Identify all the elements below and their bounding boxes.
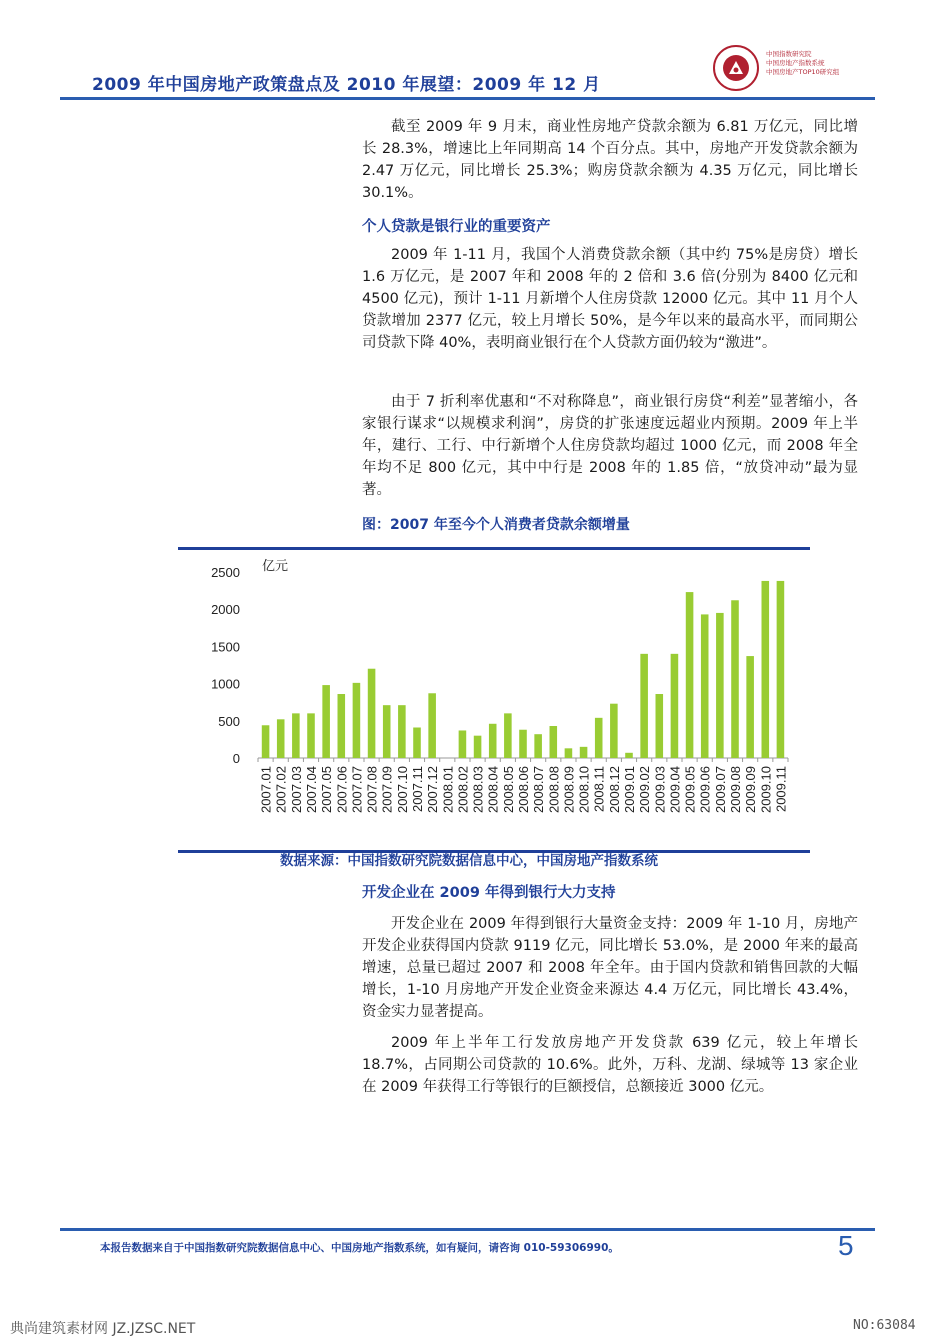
x-tick-label: 2009.02: [637, 766, 653, 813]
bar: [353, 683, 361, 758]
bar: [640, 654, 648, 758]
x-tick-label: 2007.12: [425, 766, 441, 813]
y-tick-label: 1000: [211, 676, 240, 692]
bar: [307, 713, 315, 758]
paragraph-rate-discount: 由于 7 折利率优惠和“不对称降息”，商业银行房贷“利差”显著缩小，各家银行谋求“以规模求利润”，房贷的扩张速度远超业内预期。2009 年上半年，建行、工行、中行新增个人住房贷款均超过 1000 亿元，而 2008 年全年均不足 800 亿元，其中中行是 2008 年的 1.85 倍，“放贷冲动”最为显著。: [362, 394, 858, 498]
x-tick-label: 2007.07: [349, 766, 365, 813]
footer-divider: [60, 1228, 875, 1231]
bar: [716, 613, 724, 758]
x-tick-label: 2007.02: [273, 766, 289, 813]
x-tick-label: 2007.09: [379, 766, 395, 813]
bar: [504, 713, 512, 758]
x-tick-label: 2007.05: [319, 766, 335, 813]
x-tick-label: 2008.08: [546, 766, 562, 813]
bar: [428, 693, 436, 758]
bar: [550, 726, 558, 758]
bar: [262, 725, 270, 758]
page-number: 5: [838, 1230, 854, 1261]
bar: [762, 581, 770, 758]
bar: [671, 654, 679, 758]
x-tick-label: 2008.04: [485, 766, 501, 813]
x-tick-label: 2009.06: [697, 766, 713, 813]
x-tick-label: 2009.10: [758, 766, 774, 813]
paragraph-consumer-loans: 2009 年 1-11 月，我国个人消费贷款余额（其中约 75%是房贷）增长 1.6 万亿元，是 2007 年和 2008 年的 2 倍和 3.6 倍(分别为 8400 亿元和 4500 亿元)，预计 1-11 月新增个人住房贷款 12000 亿元。其中 11 月个人贷款增加 2377 亿元，较上月增长 50%，是今年以来的最高水平，而同期公司贷款下降 40%，表明商业银行在个人贷款方面仍较为“激进”。: [362, 247, 858, 351]
bar: [368, 669, 376, 758]
paragraph-developer-loans: 开发企业在 2009 年得到银行大量资金支持：2009 年 1-10 月，房地产开发企业获得国内贷款 9119 亿元，同比增长 53.0%，是 2000 年来的最高增速，总量已超过 2007 和 2008 年全年。由于国内贷款和销售回款的大幅增长，1-10 月房地产开发企业资金来源达 4.4 万亿元，同比增长 43.4%，资金实力显著提高。: [362, 916, 858, 1020]
x-tick-label: 2008.12: [606, 766, 622, 813]
data-source: 数据来源：中国指数研究院数据信息中心，中国房地产指数系统: [280, 853, 658, 869]
y-tick-label: 2000: [211, 602, 240, 618]
y-axis-unit-label: 亿元: [262, 559, 289, 574]
bar: [519, 730, 527, 758]
chart-title: 图：2007 年至今个人消费者贷款余额增量: [362, 517, 630, 533]
x-tick-label: 2008.10: [576, 766, 592, 813]
x-tick-label: 2009.01: [622, 766, 637, 813]
x-tick-label: 2009.07: [712, 766, 728, 813]
bar: [292, 713, 300, 758]
logo-line: 中国指数研究院: [766, 50, 812, 58]
bar: [489, 724, 497, 758]
footer-note: 本报告数据来自于中国指数研究院数据信息中心、中国房地产指数系统，如有疑问，请咨询 010-59306990。: [100, 1242, 619, 1254]
bar: [383, 705, 391, 758]
bar: [595, 718, 603, 758]
bar: [398, 705, 406, 758]
y-tick-label: 500: [218, 713, 240, 729]
bar: [731, 600, 739, 758]
paragraph-icbc-loans: 2009 年上半年工行发放房地产开发贷款 639 亿元，较上年增长 18.7%，占同期公司贷款的 10.6%。此外，万科、龙湖、绿城等 13 家企业在 2009 年获得工行等银行的巨额授信，总额接近 3000 亿元。: [362, 1035, 858, 1095]
x-tick-label: 2008.11: [591, 766, 607, 813]
bar: [338, 694, 346, 758]
watermark-site: 典尚建筑素材网 JZ.JZSC.NET: [10, 1321, 196, 1337]
x-tick-label: 2008.03: [470, 766, 486, 813]
bar: [534, 734, 542, 758]
logo-line: 中国房地产TOP10研究组: [766, 68, 840, 76]
x-tick-label: 2007.08: [364, 766, 380, 813]
bar: [777, 581, 785, 758]
bar: [322, 685, 330, 758]
x-tick-label: 2009.04: [667, 766, 683, 813]
x-tick-label: 2007.11: [410, 766, 425, 813]
bar: [656, 694, 664, 758]
x-tick-label: 2008.09: [561, 766, 577, 813]
institute-logo: [712, 44, 760, 92]
bar: [474, 736, 482, 758]
x-tick-label: 2008.02: [455, 766, 471, 813]
bar: [565, 748, 573, 758]
bar: [580, 747, 588, 758]
x-tick-label: 2009.09: [743, 766, 759, 813]
consumer-loan-bar-chart: [178, 550, 810, 844]
x-tick-label: 2007.10: [394, 766, 410, 813]
logo-text: [766, 50, 839, 77]
bar: [701, 614, 709, 758]
logo-line: 中国房地产指数系统: [766, 59, 825, 67]
x-tick-label: 2009.08: [728, 766, 743, 813]
x-tick-label: 2009.11: [773, 766, 789, 813]
x-tick-label: 2008.01: [440, 766, 456, 813]
header-divider: [60, 97, 875, 100]
bar: [746, 656, 754, 758]
y-tick-label: 1500: [211, 639, 240, 655]
x-tick-label: 2007.03: [288, 766, 304, 813]
subheading-personal-loans: 个人贷款是银行业的重要资产: [362, 219, 551, 235]
x-tick-label: 2007.06: [334, 766, 350, 813]
bar: [610, 704, 618, 758]
x-tick-label: 2008.07: [531, 766, 547, 813]
x-tick-label: 2008.05: [500, 766, 516, 813]
x-tick-label: 2007.04: [304, 766, 319, 813]
x-tick-label: 2009.05: [682, 766, 698, 813]
y-tick-label: 0: [232, 751, 240, 766]
bar: [277, 719, 285, 758]
subheading-developer-support: 开发企业在 2009 年得到银行大力支持: [362, 885, 616, 901]
y-tick-label: 2500: [211, 565, 240, 580]
x-tick-label: 2007.01: [258, 766, 274, 813]
bar: [686, 592, 694, 758]
paragraph-mortgage-balance: 截至 2009 年 9 月末，商业性房地产贷款余额为 6.81 万亿元，同比增长 28.3%，增速比上年同期高 14 个百分点。其中，房地产开发贷款余额为 2.47 万亿元，同比增长 25.3%；购房贷款余额为 4.35 万亿元，同比增长 30.1%。: [362, 119, 858, 201]
bar: [459, 730, 467, 758]
bar: [625, 753, 633, 758]
watermark-number: NO:63084: [853, 1318, 916, 1333]
bar: [413, 727, 421, 758]
report-title: 2009 年中国房地产政策盘点及 2010 年展望：2009 年 12 月: [92, 75, 601, 95]
x-tick-label: 2008.06: [516, 766, 531, 813]
x-tick-label: 2009.03: [652, 766, 668, 813]
